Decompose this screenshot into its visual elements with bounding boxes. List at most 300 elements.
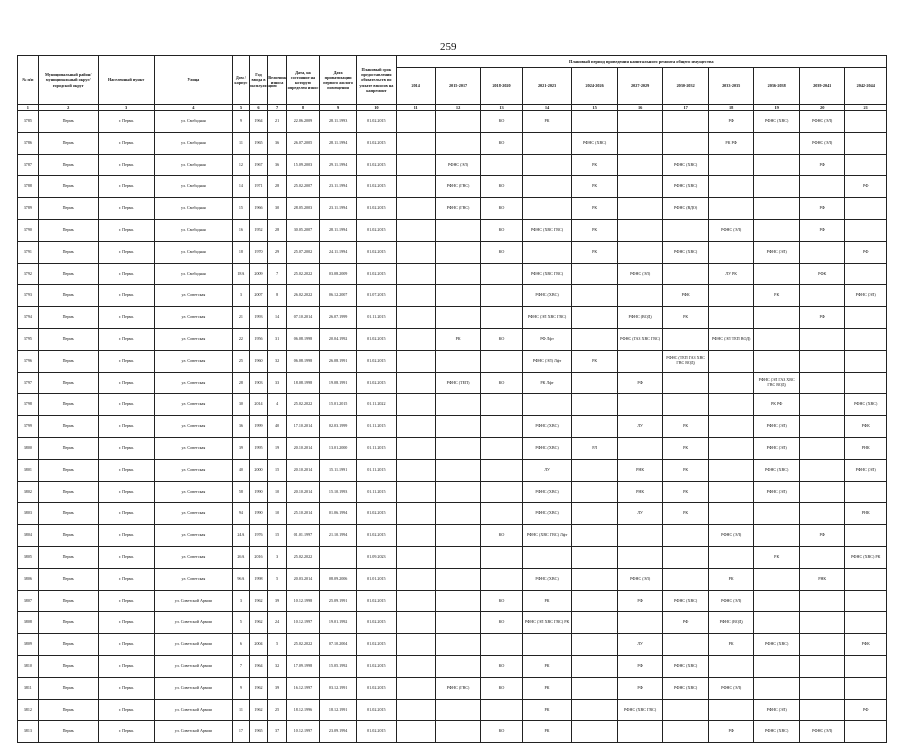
table-cell bbox=[845, 481, 887, 503]
table-cell: КО bbox=[481, 677, 522, 699]
table-cell bbox=[481, 481, 522, 503]
table-cell: ул. Свободная bbox=[154, 219, 233, 241]
col-wear: Величина износа bbox=[268, 56, 287, 105]
table-cell bbox=[481, 394, 522, 416]
table-cell: РК bbox=[522, 590, 572, 612]
table-cell: 2004 bbox=[249, 634, 268, 656]
table-cell: 10.12.1997 bbox=[286, 612, 319, 634]
table-row bbox=[18, 307, 887, 329]
column-number: 6 bbox=[249, 105, 268, 111]
column-number: 2 bbox=[38, 105, 98, 111]
column-number: 4 bbox=[154, 105, 233, 111]
table-cell: Пермь bbox=[38, 481, 98, 503]
col-street: Улица bbox=[154, 56, 233, 105]
table-cell: РК bbox=[572, 154, 618, 176]
table-cell: РФНС (ХВС) bbox=[522, 437, 572, 459]
table-cell: 01.02.2015 bbox=[357, 677, 396, 699]
table-cell bbox=[435, 459, 481, 481]
table-cell: 25.10.2014 bbox=[286, 503, 319, 525]
table-cell: 01.02.2015 bbox=[357, 372, 396, 394]
table-cell: РФ bbox=[617, 655, 663, 677]
table-cell: г. Пермь bbox=[98, 285, 154, 307]
table-cell: Пермь bbox=[38, 721, 98, 743]
table-cell: 3809 bbox=[18, 634, 39, 656]
table-cell bbox=[754, 677, 800, 699]
table-cell: РК bbox=[572, 198, 618, 220]
table-cell: РК bbox=[572, 176, 618, 198]
table-cell: ул. Советская bbox=[154, 437, 233, 459]
table-cell: 18.08.1998 bbox=[286, 372, 319, 394]
table-cell: РФНС (ЭЛ) bbox=[708, 525, 754, 547]
table-cell bbox=[754, 328, 800, 350]
table-cell bbox=[799, 612, 845, 634]
table-cell: 3806 bbox=[18, 568, 39, 590]
table-cell bbox=[572, 285, 618, 307]
table-cell: РК bbox=[435, 328, 481, 350]
table-cell bbox=[396, 437, 435, 459]
table-cell bbox=[799, 285, 845, 307]
table-cell: РФНС (ХВС) bbox=[522, 568, 572, 590]
table-cell: 02.03.1999 bbox=[320, 416, 357, 438]
table-cell: 16 bbox=[233, 219, 250, 241]
table-cell: 1998 bbox=[249, 568, 268, 590]
table-cell: 01.09.2023 bbox=[357, 546, 396, 568]
table-cell bbox=[845, 219, 887, 241]
table-cell: РФ bbox=[617, 677, 663, 699]
table-row bbox=[18, 219, 887, 241]
table-cell: 3796 bbox=[18, 350, 39, 372]
table-cell bbox=[572, 394, 618, 416]
table-cell bbox=[396, 154, 435, 176]
table-cell: РФНС (ВОД) bbox=[617, 307, 663, 329]
period-header: 2024-2026 bbox=[572, 68, 618, 105]
table-cell: РФНС (ХВС) РК bbox=[845, 546, 887, 568]
table-cell: РФНС (ЭЛ) Лфт bbox=[522, 350, 572, 372]
table-cell: г. Пермь bbox=[98, 437, 154, 459]
table-cell: РК bbox=[572, 350, 618, 372]
table-cell: РК bbox=[663, 481, 709, 503]
table-cell bbox=[708, 176, 754, 198]
table-cell bbox=[396, 525, 435, 547]
table-cell: РНК bbox=[845, 503, 887, 525]
table-cell: РНК bbox=[617, 481, 663, 503]
table-cell: 1965 bbox=[249, 132, 268, 154]
table-cell: Пермь bbox=[38, 437, 98, 459]
table-cell: РФНС (ХВС) bbox=[522, 285, 572, 307]
table-cell bbox=[435, 655, 481, 677]
table-cell bbox=[663, 372, 709, 394]
table-cell: ул. Советская bbox=[154, 459, 233, 481]
table-cell bbox=[396, 590, 435, 612]
table-cell: 01.02.2015 bbox=[357, 328, 396, 350]
table-cell: 18 bbox=[233, 241, 250, 263]
table-cell: г. Пермь bbox=[98, 154, 154, 176]
table-body bbox=[18, 111, 887, 743]
table-cell bbox=[572, 481, 618, 503]
table-cell: Пермь bbox=[38, 154, 98, 176]
table-cell: 1976 bbox=[249, 525, 268, 547]
table-cell: РК bbox=[522, 721, 572, 743]
table-cell: 3789 bbox=[18, 198, 39, 220]
table-cell bbox=[845, 590, 887, 612]
table-cell: РФНС (ЭЛ) bbox=[845, 285, 887, 307]
table-cell: РФНС (ЭЛ ТЕП ВОД) bbox=[708, 328, 754, 350]
table-cell bbox=[845, 372, 887, 394]
table-cell: 31 bbox=[268, 328, 287, 350]
table-cell: РФНС (ЭЛ) bbox=[435, 154, 481, 176]
table-cell: Пермь bbox=[38, 503, 98, 525]
table-cell bbox=[663, 132, 709, 154]
table-cell bbox=[617, 198, 663, 220]
table-cell: РФНС (ХВС) bbox=[754, 721, 800, 743]
table-cell bbox=[708, 416, 754, 438]
table-cell: РФНС (ЭЛ) bbox=[708, 677, 754, 699]
table-cell: Пермь bbox=[38, 307, 98, 329]
table-cell bbox=[522, 394, 572, 416]
table-cell: КО bbox=[481, 525, 522, 547]
table-cell: 28.11.1994 bbox=[320, 219, 357, 241]
table-cell: РФНС (ЭЛ) bbox=[754, 416, 800, 438]
table-cell: 1970 bbox=[249, 241, 268, 263]
table-cell bbox=[708, 503, 754, 525]
table-cell: 94 bbox=[233, 503, 250, 525]
table-cell bbox=[845, 328, 887, 350]
table-cell: 15 bbox=[268, 525, 287, 547]
table-cell: 33 bbox=[268, 372, 287, 394]
table-cell bbox=[435, 481, 481, 503]
table-row bbox=[18, 655, 887, 677]
table-cell: ул. Советской Армии bbox=[154, 590, 233, 612]
table-cell: РФНС (ГВС) bbox=[435, 176, 481, 198]
table-cell: 19 bbox=[268, 437, 287, 459]
table-cell: РФНС (ГВС) bbox=[435, 677, 481, 699]
table-cell: 07.10.2014 bbox=[286, 307, 319, 329]
table-cell bbox=[617, 525, 663, 547]
table-cell: ул. Советской Армии bbox=[154, 612, 233, 634]
table-cell: г. Пермь bbox=[98, 655, 154, 677]
table-cell: 15.11.1991 bbox=[320, 459, 357, 481]
table-cell bbox=[617, 176, 663, 198]
table-cell: РК bbox=[522, 655, 572, 677]
table-cell bbox=[799, 699, 845, 721]
table-cell: РФНС (ГАЗ ХВС ГВС) bbox=[617, 328, 663, 350]
table-cell bbox=[663, 699, 709, 721]
table-cell: 3 bbox=[233, 590, 250, 612]
table-row bbox=[18, 111, 887, 133]
table-cell bbox=[435, 503, 481, 525]
table-cell: РФ bbox=[617, 372, 663, 394]
table-cell: 10 bbox=[268, 481, 287, 503]
column-number: 10 bbox=[357, 105, 396, 111]
table-cell bbox=[754, 568, 800, 590]
table-cell bbox=[799, 241, 845, 263]
table-cell: 7 bbox=[233, 655, 250, 677]
column-number: 11 bbox=[396, 105, 435, 111]
table-cell bbox=[572, 612, 618, 634]
table-cell: г. Пермь bbox=[98, 459, 154, 481]
table-cell: 23.11.1994 bbox=[320, 176, 357, 198]
table-cell: г. Пермь bbox=[98, 634, 154, 656]
table-cell bbox=[572, 590, 618, 612]
table-cell: 3803 bbox=[18, 503, 39, 525]
table-cell: г. Пермь bbox=[98, 481, 154, 503]
table-cell: 1990 bbox=[249, 503, 268, 525]
table-cell: 1990 bbox=[249, 481, 268, 503]
table-cell: РФ bbox=[799, 307, 845, 329]
table-cell: РК bbox=[522, 111, 572, 133]
table-cell bbox=[481, 350, 522, 372]
table-cell bbox=[396, 481, 435, 503]
table-cell: 28 bbox=[268, 176, 287, 198]
table-cell bbox=[617, 241, 663, 263]
table-cell: РФК bbox=[845, 416, 887, 438]
table-cell: РФНС (ЭЛ) bbox=[754, 699, 800, 721]
table-cell: 20.03.2014 bbox=[286, 568, 319, 590]
table-cell: ул. Свободная bbox=[154, 176, 233, 198]
table-cell bbox=[396, 459, 435, 481]
table-cell: 25.02.2022 bbox=[286, 394, 319, 416]
column-number: 1 bbox=[18, 105, 39, 111]
table-cell: РФНС (ХВС) bbox=[663, 241, 709, 263]
table-cell: г. Пермь bbox=[98, 350, 154, 372]
table-row bbox=[18, 546, 887, 568]
table-cell bbox=[617, 111, 663, 133]
table-cell: 36 bbox=[268, 154, 287, 176]
table-cell: РФ bbox=[845, 241, 887, 263]
table-cell bbox=[481, 285, 522, 307]
table-cell bbox=[396, 568, 435, 590]
table-cell: РК bbox=[663, 503, 709, 525]
table-cell bbox=[708, 285, 754, 307]
table-cell bbox=[754, 176, 800, 198]
table-cell bbox=[522, 154, 572, 176]
table-cell: РФНС (ГВС) bbox=[435, 198, 481, 220]
col-date-privat: Дата приватизации первого жилого помещения bbox=[320, 56, 357, 105]
period-header: 2036-2038 bbox=[754, 68, 800, 105]
table-cell: ЛУ bbox=[617, 416, 663, 438]
table-cell: 06.08.1998 bbox=[286, 350, 319, 372]
table-cell: Пермь bbox=[38, 176, 98, 198]
table-cell: 20.04.1992 bbox=[320, 328, 357, 350]
period-header: 2030-2032 bbox=[663, 68, 709, 105]
table-cell: 28.11.1993 bbox=[320, 111, 357, 133]
table-cell bbox=[754, 612, 800, 634]
table-cell: 1999 bbox=[249, 416, 268, 438]
period-header: 2033-2035 bbox=[708, 68, 754, 105]
table-cell: 1956 bbox=[249, 328, 268, 350]
table-cell: г. Пермь bbox=[98, 677, 154, 699]
table-cell bbox=[708, 655, 754, 677]
table-cell bbox=[396, 350, 435, 372]
table-cell bbox=[845, 655, 887, 677]
table-cell bbox=[708, 481, 754, 503]
period-header: 2042-2044 bbox=[845, 68, 887, 105]
table-cell: КО bbox=[481, 612, 522, 634]
table-cell: 3805 bbox=[18, 546, 39, 568]
table-cell: 08.09.2006 bbox=[320, 568, 357, 590]
table-cell: РФНС (ВОД) bbox=[708, 612, 754, 634]
table-cell: 19.01.1992 bbox=[320, 612, 357, 634]
table-cell bbox=[845, 263, 887, 285]
table-cell: 24 bbox=[268, 612, 287, 634]
table-cell: 3797 bbox=[18, 372, 39, 394]
table-cell: г. Пермь bbox=[98, 372, 154, 394]
table-cell: Пермь bbox=[38, 263, 98, 285]
table-cell: РФНС (ХВС) bbox=[754, 634, 800, 656]
table-cell: г. Пермь bbox=[98, 176, 154, 198]
table-cell: 01.02.2015 bbox=[357, 263, 396, 285]
table-cell bbox=[708, 350, 754, 372]
table-cell: РНК bbox=[617, 459, 663, 481]
column-number: 21 bbox=[845, 105, 887, 111]
table-cell bbox=[708, 307, 754, 329]
table-cell bbox=[435, 721, 481, 743]
table-cell bbox=[396, 132, 435, 154]
table-cell: РФНС (ЭЛ ХВС ГВС) РК bbox=[522, 612, 572, 634]
table-row bbox=[18, 525, 887, 547]
table-cell bbox=[617, 350, 663, 372]
table-cell: г. Пермь bbox=[98, 132, 154, 154]
table-cell bbox=[617, 437, 663, 459]
table-cell: 17.09.1998 bbox=[286, 655, 319, 677]
table-cell: 1993 bbox=[249, 307, 268, 329]
table-cell bbox=[435, 634, 481, 656]
column-number: 14 bbox=[522, 105, 572, 111]
table-cell bbox=[481, 263, 522, 285]
table-cell: 3804 bbox=[18, 525, 39, 547]
table-cell bbox=[396, 612, 435, 634]
table-cell: Пермь bbox=[38, 416, 98, 438]
table-cell: 96А bbox=[233, 568, 250, 590]
table-cell: Пермь bbox=[38, 111, 98, 133]
table-cell: 01.02.2015 bbox=[357, 132, 396, 154]
table-cell bbox=[799, 394, 845, 416]
table-cell: РФК bbox=[799, 263, 845, 285]
table-cell: РК bbox=[522, 677, 572, 699]
table-cell bbox=[845, 132, 887, 154]
table-cell: РФНС (ВДО) bbox=[663, 198, 709, 220]
table-cell: 10 bbox=[268, 503, 287, 525]
table-cell: 25.02.2022 bbox=[286, 263, 319, 285]
table-cell: РФНС (ТЕП ГАЗ ХВС ГВС ВОД) bbox=[663, 350, 709, 372]
table-cell: РФНС (ХВС) bbox=[663, 655, 709, 677]
table-cell bbox=[572, 677, 618, 699]
period-header: 2027-2029 bbox=[617, 68, 663, 105]
table-cell bbox=[481, 437, 522, 459]
table-cell: 3807 bbox=[18, 590, 39, 612]
table-cell bbox=[845, 350, 887, 372]
table-cell bbox=[754, 198, 800, 220]
table-cell bbox=[435, 416, 481, 438]
table-cell: РК bbox=[754, 285, 800, 307]
table-cell bbox=[663, 634, 709, 656]
table-cell bbox=[481, 416, 522, 438]
table-cell: ул. Советская bbox=[154, 503, 233, 525]
table-cell: Пермь bbox=[38, 655, 98, 677]
table-cell bbox=[754, 219, 800, 241]
table-cell: 15.10.1993 bbox=[320, 481, 357, 503]
table-cell: 3798 bbox=[18, 394, 39, 416]
table-cell bbox=[708, 198, 754, 220]
period-header: 2014 bbox=[396, 68, 435, 105]
table-cell: ул. Свободная bbox=[154, 154, 233, 176]
table-cell: 01.02.2015 bbox=[357, 350, 396, 372]
table-row bbox=[18, 634, 887, 656]
table-cell: ул. Советская bbox=[154, 568, 233, 590]
table-cell bbox=[799, 176, 845, 198]
table-cell: КО bbox=[481, 176, 522, 198]
table-cell bbox=[708, 437, 754, 459]
table-row bbox=[18, 176, 887, 198]
table-cell: Пермь bbox=[38, 546, 98, 568]
table-cell bbox=[663, 721, 709, 743]
table-cell: РФНС (ЭЛ) bbox=[799, 111, 845, 133]
table-cell bbox=[663, 263, 709, 285]
table-cell: ЛУ bbox=[617, 634, 663, 656]
table-cell: 19.08.1991 bbox=[320, 372, 357, 394]
table-cell: 03.08.2009 bbox=[320, 263, 357, 285]
table-cell: ул. Советской Армии bbox=[154, 634, 233, 656]
table-cell bbox=[481, 503, 522, 525]
table-cell: 01.11.2015 bbox=[357, 416, 396, 438]
table-cell bbox=[435, 219, 481, 241]
table-cell bbox=[663, 525, 709, 547]
table-cell bbox=[617, 219, 663, 241]
table-cell: РФНС (ХВС) bbox=[522, 416, 572, 438]
table-cell bbox=[572, 416, 618, 438]
table-cell bbox=[396, 634, 435, 656]
table-cell: КО bbox=[481, 219, 522, 241]
table-cell: г. Пермь bbox=[98, 416, 154, 438]
table-cell: РФНС (ЭЛ) bbox=[845, 459, 887, 481]
table-cell bbox=[845, 198, 887, 220]
table-cell: 2000 bbox=[249, 459, 268, 481]
table-cell: 01.02.2015 bbox=[357, 634, 396, 656]
table-cell bbox=[845, 111, 887, 133]
table-cell: 3788 bbox=[18, 176, 39, 198]
table-cell bbox=[435, 241, 481, 263]
table-cell: РФ bbox=[799, 525, 845, 547]
table-cell: 3808 bbox=[18, 612, 39, 634]
table-cell: 26.02.2022 bbox=[286, 285, 319, 307]
table-cell: РФНС (ТЕП) bbox=[435, 372, 481, 394]
table-cell: 01.11.2015 bbox=[357, 307, 396, 329]
table-cell: РФНС (ЭЛ) bbox=[617, 263, 663, 285]
column-number: 18 bbox=[708, 105, 754, 111]
column-number: 9 bbox=[320, 105, 357, 111]
col-house: Дом / корпус bbox=[233, 56, 250, 105]
table-cell bbox=[572, 721, 618, 743]
table-cell bbox=[481, 634, 522, 656]
table-cell: г. Пермь bbox=[98, 307, 154, 329]
table-cell: 01.02.2015 bbox=[357, 219, 396, 241]
table-cell: 2014 bbox=[249, 394, 268, 416]
table-cell: 17 bbox=[233, 721, 250, 743]
table-cell bbox=[572, 546, 618, 568]
table-cell: 30 bbox=[268, 198, 287, 220]
table-cell: 5 bbox=[268, 634, 287, 656]
column-number: 20 bbox=[799, 105, 845, 111]
table-cell bbox=[708, 241, 754, 263]
table-cell: 1962 bbox=[249, 612, 268, 634]
table-cell bbox=[435, 546, 481, 568]
table-cell: 3790 bbox=[18, 219, 39, 241]
table-cell: Пермь bbox=[38, 285, 98, 307]
table-cell: 01.02.2015 bbox=[357, 241, 396, 263]
table-cell: 3793 bbox=[18, 285, 39, 307]
table-cell bbox=[845, 568, 887, 590]
table-row bbox=[18, 459, 887, 481]
